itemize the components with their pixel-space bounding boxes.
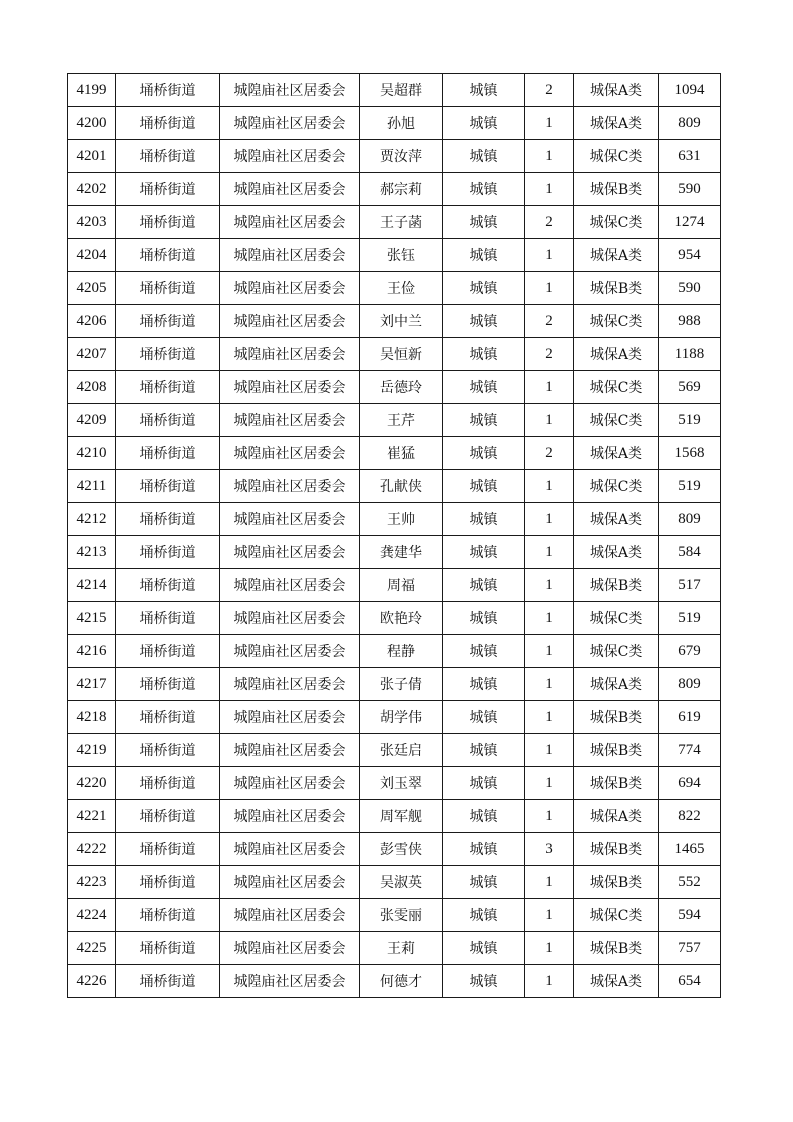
area-type-cell: 城镇 [443,800,525,833]
table-row [68,536,721,569]
street-cell: 埇桥街道 [116,239,220,272]
community-cell: 城隍庙社区居委会 [220,800,360,833]
street-cell: 埇桥街道 [116,206,220,239]
category-cell: 城保B类 [574,272,659,305]
area-type-cell: 城镇 [443,503,525,536]
community-cell: 城隍庙社区居委会 [220,833,360,866]
community-cell: 城隍庙社区居委会 [220,305,360,338]
table-row [68,965,721,998]
area-type-cell: 城镇 [443,404,525,437]
household-size-cell: 1 [525,635,574,668]
category-cell: 城保C类 [574,635,659,668]
serial-number-cell: 4211 [68,470,116,503]
name-cell: 胡学伟 [360,701,443,734]
amount-cell: 569 [659,371,721,404]
household-size-cell: 1 [525,503,574,536]
table-row [68,866,721,899]
community-cell: 城隍庙社区居委会 [220,74,360,107]
area-type-cell: 城镇 [443,668,525,701]
street-cell: 埇桥街道 [116,173,220,206]
household-size-cell: 1 [525,140,574,173]
street-cell: 埇桥街道 [116,866,220,899]
area-type-cell: 城镇 [443,701,525,734]
serial-number-cell: 4201 [68,140,116,173]
street-cell: 埇桥街道 [116,701,220,734]
name-cell: 王帅 [360,503,443,536]
community-cell: 城隍庙社区居委会 [220,272,360,305]
household-size-cell: 1 [525,668,574,701]
serial-number-cell: 4214 [68,569,116,602]
name-cell: 贾汝萍 [360,140,443,173]
amount-cell: 809 [659,668,721,701]
table-row [68,305,721,338]
amount-cell: 590 [659,173,721,206]
name-cell: 程静 [360,635,443,668]
name-cell: 龚建华 [360,536,443,569]
table-row [68,107,721,140]
area-type-cell: 城镇 [443,635,525,668]
amount-cell: 584 [659,536,721,569]
household-size-cell: 1 [525,371,574,404]
household-size-cell: 1 [525,701,574,734]
household-size-cell: 1 [525,470,574,503]
area-type-cell: 城镇 [443,371,525,404]
community-cell: 城隍庙社区居委会 [220,932,360,965]
name-cell: 张子倩 [360,668,443,701]
name-cell: 王莉 [360,932,443,965]
street-cell: 埇桥街道 [116,602,220,635]
name-cell: 张廷启 [360,734,443,767]
name-cell: 孙旭 [360,107,443,140]
serial-number-cell: 4219 [68,734,116,767]
community-cell: 城隍庙社区居委会 [220,668,360,701]
category-cell: 城保B类 [574,701,659,734]
area-type-cell: 城镇 [443,602,525,635]
area-type-cell: 城镇 [443,965,525,998]
street-cell: 埇桥街道 [116,932,220,965]
amount-cell: 1568 [659,437,721,470]
category-cell: 城保A类 [574,239,659,272]
household-size-cell: 3 [525,833,574,866]
community-cell: 城隍庙社区居委会 [220,107,360,140]
name-cell: 周福 [360,569,443,602]
category-cell: 城保B类 [574,866,659,899]
area-type-cell: 城镇 [443,899,525,932]
household-size-cell: 1 [525,107,574,140]
table-row [68,701,721,734]
street-cell: 埇桥街道 [116,833,220,866]
household-size-cell: 1 [525,272,574,305]
street-cell: 埇桥街道 [116,338,220,371]
serial-number-cell: 4224 [68,899,116,932]
area-type-cell: 城镇 [443,734,525,767]
table-row [68,404,721,437]
street-cell: 埇桥街道 [116,965,220,998]
area-type-cell: 城镇 [443,932,525,965]
area-type-cell: 城镇 [443,866,525,899]
name-cell: 张雯丽 [360,899,443,932]
category-cell: 城保B类 [574,767,659,800]
category-cell: 城保C类 [574,206,659,239]
amount-cell: 757 [659,932,721,965]
amount-cell: 654 [659,965,721,998]
table-row [68,140,721,173]
household-size-cell: 1 [525,173,574,206]
serial-number-cell: 4222 [68,833,116,866]
amount-cell: 809 [659,107,721,140]
category-cell: 城保A类 [574,437,659,470]
community-cell: 城隍庙社区居委会 [220,140,360,173]
street-cell: 埇桥街道 [116,800,220,833]
street-cell: 埇桥街道 [116,899,220,932]
amount-cell: 619 [659,701,721,734]
area-type-cell: 城镇 [443,470,525,503]
category-cell: 城保C类 [574,305,659,338]
serial-number-cell: 4213 [68,536,116,569]
serial-number-cell: 4205 [68,272,116,305]
household-size-cell: 1 [525,866,574,899]
table-row [68,437,721,470]
area-type-cell: 城镇 [443,437,525,470]
table-row [68,767,721,800]
community-cell: 城隍庙社区居委会 [220,965,360,998]
table-row [68,734,721,767]
household-size-cell: 1 [525,800,574,833]
household-size-cell: 1 [525,602,574,635]
area-type-cell: 城镇 [443,569,525,602]
community-cell: 城隍庙社区居委会 [220,437,360,470]
beneficiary-table [67,73,721,998]
amount-cell: 594 [659,899,721,932]
table-row [68,239,721,272]
amount-cell: 1188 [659,338,721,371]
serial-number-cell: 4221 [68,800,116,833]
area-type-cell: 城镇 [443,206,525,239]
community-cell: 城隍庙社区居委会 [220,734,360,767]
household-size-cell: 2 [525,437,574,470]
category-cell: 城保A类 [574,965,659,998]
table-row [68,371,721,404]
household-size-cell: 1 [525,536,574,569]
name-cell: 吴超群 [360,74,443,107]
household-size-cell: 1 [525,899,574,932]
household-size-cell: 1 [525,569,574,602]
area-type-cell: 城镇 [443,173,525,206]
street-cell: 埇桥街道 [116,536,220,569]
name-cell: 崔猛 [360,437,443,470]
serial-number-cell: 4223 [68,866,116,899]
household-size-cell: 2 [525,206,574,239]
street-cell: 埇桥街道 [116,569,220,602]
category-cell: 城保C类 [574,371,659,404]
category-cell: 城保C类 [574,404,659,437]
community-cell: 城隍庙社区居委会 [220,569,360,602]
serial-number-cell: 4215 [68,602,116,635]
amount-cell: 954 [659,239,721,272]
name-cell: 吴淑英 [360,866,443,899]
category-cell: 城保B类 [574,932,659,965]
serial-number-cell: 4216 [68,635,116,668]
area-type-cell: 城镇 [443,140,525,173]
category-cell: 城保B类 [574,833,659,866]
table-row [68,635,721,668]
table-body [68,74,721,998]
category-cell: 城保A类 [574,107,659,140]
amount-cell: 517 [659,569,721,602]
table-row [68,74,721,107]
serial-number-cell: 4199 [68,74,116,107]
serial-number-cell: 4206 [68,305,116,338]
name-cell: 吴恒新 [360,338,443,371]
street-cell: 埇桥街道 [116,503,220,536]
community-cell: 城隍庙社区居委会 [220,239,360,272]
serial-number-cell: 4202 [68,173,116,206]
amount-cell: 519 [659,470,721,503]
community-cell: 城隍庙社区居委会 [220,173,360,206]
household-size-cell: 2 [525,74,574,107]
street-cell: 埇桥街道 [116,734,220,767]
amount-cell: 988 [659,305,721,338]
household-size-cell: 1 [525,932,574,965]
table-row [68,470,721,503]
table-row [68,932,721,965]
serial-number-cell: 4210 [68,437,116,470]
street-cell: 埇桥街道 [116,404,220,437]
name-cell: 岳德玲 [360,371,443,404]
table-row [68,206,721,239]
serial-number-cell: 4200 [68,107,116,140]
table-row [68,272,721,305]
community-cell: 城隍庙社区居委会 [220,899,360,932]
area-type-cell: 城镇 [443,239,525,272]
household-size-cell: 1 [525,239,574,272]
serial-number-cell: 4208 [68,371,116,404]
street-cell: 埇桥街道 [116,635,220,668]
amount-cell: 1465 [659,833,721,866]
street-cell: 埇桥街道 [116,272,220,305]
amount-cell: 822 [659,800,721,833]
name-cell: 何德才 [360,965,443,998]
street-cell: 埇桥街道 [116,437,220,470]
amount-cell: 1094 [659,74,721,107]
street-cell: 埇桥街道 [116,74,220,107]
category-cell: 城保A类 [574,668,659,701]
community-cell: 城隍庙社区居委会 [220,701,360,734]
name-cell: 王俭 [360,272,443,305]
area-type-cell: 城镇 [443,107,525,140]
category-cell: 城保C类 [574,470,659,503]
serial-number-cell: 4218 [68,701,116,734]
table-row [68,668,721,701]
household-size-cell: 2 [525,305,574,338]
serial-number-cell: 4220 [68,767,116,800]
name-cell: 周军舰 [360,800,443,833]
serial-number-cell: 4203 [68,206,116,239]
name-cell: 刘玉翠 [360,767,443,800]
name-cell: 孔献侠 [360,470,443,503]
table-row [68,833,721,866]
category-cell: 城保A类 [574,74,659,107]
name-cell: 郝宗莉 [360,173,443,206]
serial-number-cell: 4217 [68,668,116,701]
community-cell: 城隍庙社区居委会 [220,206,360,239]
category-cell: 城保B类 [574,173,659,206]
street-cell: 埇桥街道 [116,668,220,701]
street-cell: 埇桥街道 [116,767,220,800]
category-cell: 城保C类 [574,899,659,932]
amount-cell: 631 [659,140,721,173]
category-cell: 城保C类 [574,140,659,173]
household-size-cell: 1 [525,965,574,998]
table-row [68,173,721,206]
community-cell: 城隍庙社区居委会 [220,767,360,800]
amount-cell: 519 [659,602,721,635]
street-cell: 埇桥街道 [116,107,220,140]
serial-number-cell: 4212 [68,503,116,536]
amount-cell: 694 [659,767,721,800]
name-cell: 王芹 [360,404,443,437]
table-row [68,569,721,602]
area-type-cell: 城镇 [443,74,525,107]
street-cell: 埇桥街道 [116,140,220,173]
area-type-cell: 城镇 [443,272,525,305]
community-cell: 城隍庙社区居委会 [220,404,360,437]
community-cell: 城隍庙社区居委会 [220,536,360,569]
community-cell: 城隍庙社区居委会 [220,635,360,668]
household-size-cell: 1 [525,404,574,437]
area-type-cell: 城镇 [443,536,525,569]
area-type-cell: 城镇 [443,767,525,800]
household-size-cell: 1 [525,767,574,800]
community-cell: 城隍庙社区居委会 [220,338,360,371]
amount-cell: 552 [659,866,721,899]
household-size-cell: 1 [525,734,574,767]
table-row [68,602,721,635]
amount-cell: 809 [659,503,721,536]
category-cell: 城保A类 [574,800,659,833]
table-row [68,899,721,932]
name-cell: 刘中兰 [360,305,443,338]
area-type-cell: 城镇 [443,305,525,338]
street-cell: 埇桥街道 [116,305,220,338]
amount-cell: 590 [659,272,721,305]
serial-number-cell: 4226 [68,965,116,998]
community-cell: 城隍庙社区居委会 [220,602,360,635]
name-cell: 王子菡 [360,206,443,239]
area-type-cell: 城镇 [443,833,525,866]
amount-cell: 519 [659,404,721,437]
serial-number-cell: 4204 [68,239,116,272]
community-cell: 城隍庙社区居委会 [220,503,360,536]
amount-cell: 679 [659,635,721,668]
serial-number-cell: 4207 [68,338,116,371]
amount-cell: 1274 [659,206,721,239]
street-cell: 埇桥街道 [116,470,220,503]
name-cell: 欧艳玲 [360,602,443,635]
table-row [68,503,721,536]
category-cell: 城保B类 [574,734,659,767]
category-cell: 城保A类 [574,503,659,536]
serial-number-cell: 4209 [68,404,116,437]
community-cell: 城隍庙社区居委会 [220,866,360,899]
serial-number-cell: 4225 [68,932,116,965]
community-cell: 城隍庙社区居委会 [220,371,360,404]
community-cell: 城隍庙社区居委会 [220,470,360,503]
street-cell: 埇桥街道 [116,371,220,404]
area-type-cell: 城镇 [443,338,525,371]
amount-cell: 774 [659,734,721,767]
category-cell: 城保C类 [574,602,659,635]
table-row [68,800,721,833]
category-cell: 城保B类 [574,569,659,602]
category-cell: 城保A类 [574,536,659,569]
category-cell: 城保A类 [574,338,659,371]
table-row [68,338,721,371]
name-cell: 彭雪侠 [360,833,443,866]
name-cell: 张钰 [360,239,443,272]
household-size-cell: 2 [525,338,574,371]
